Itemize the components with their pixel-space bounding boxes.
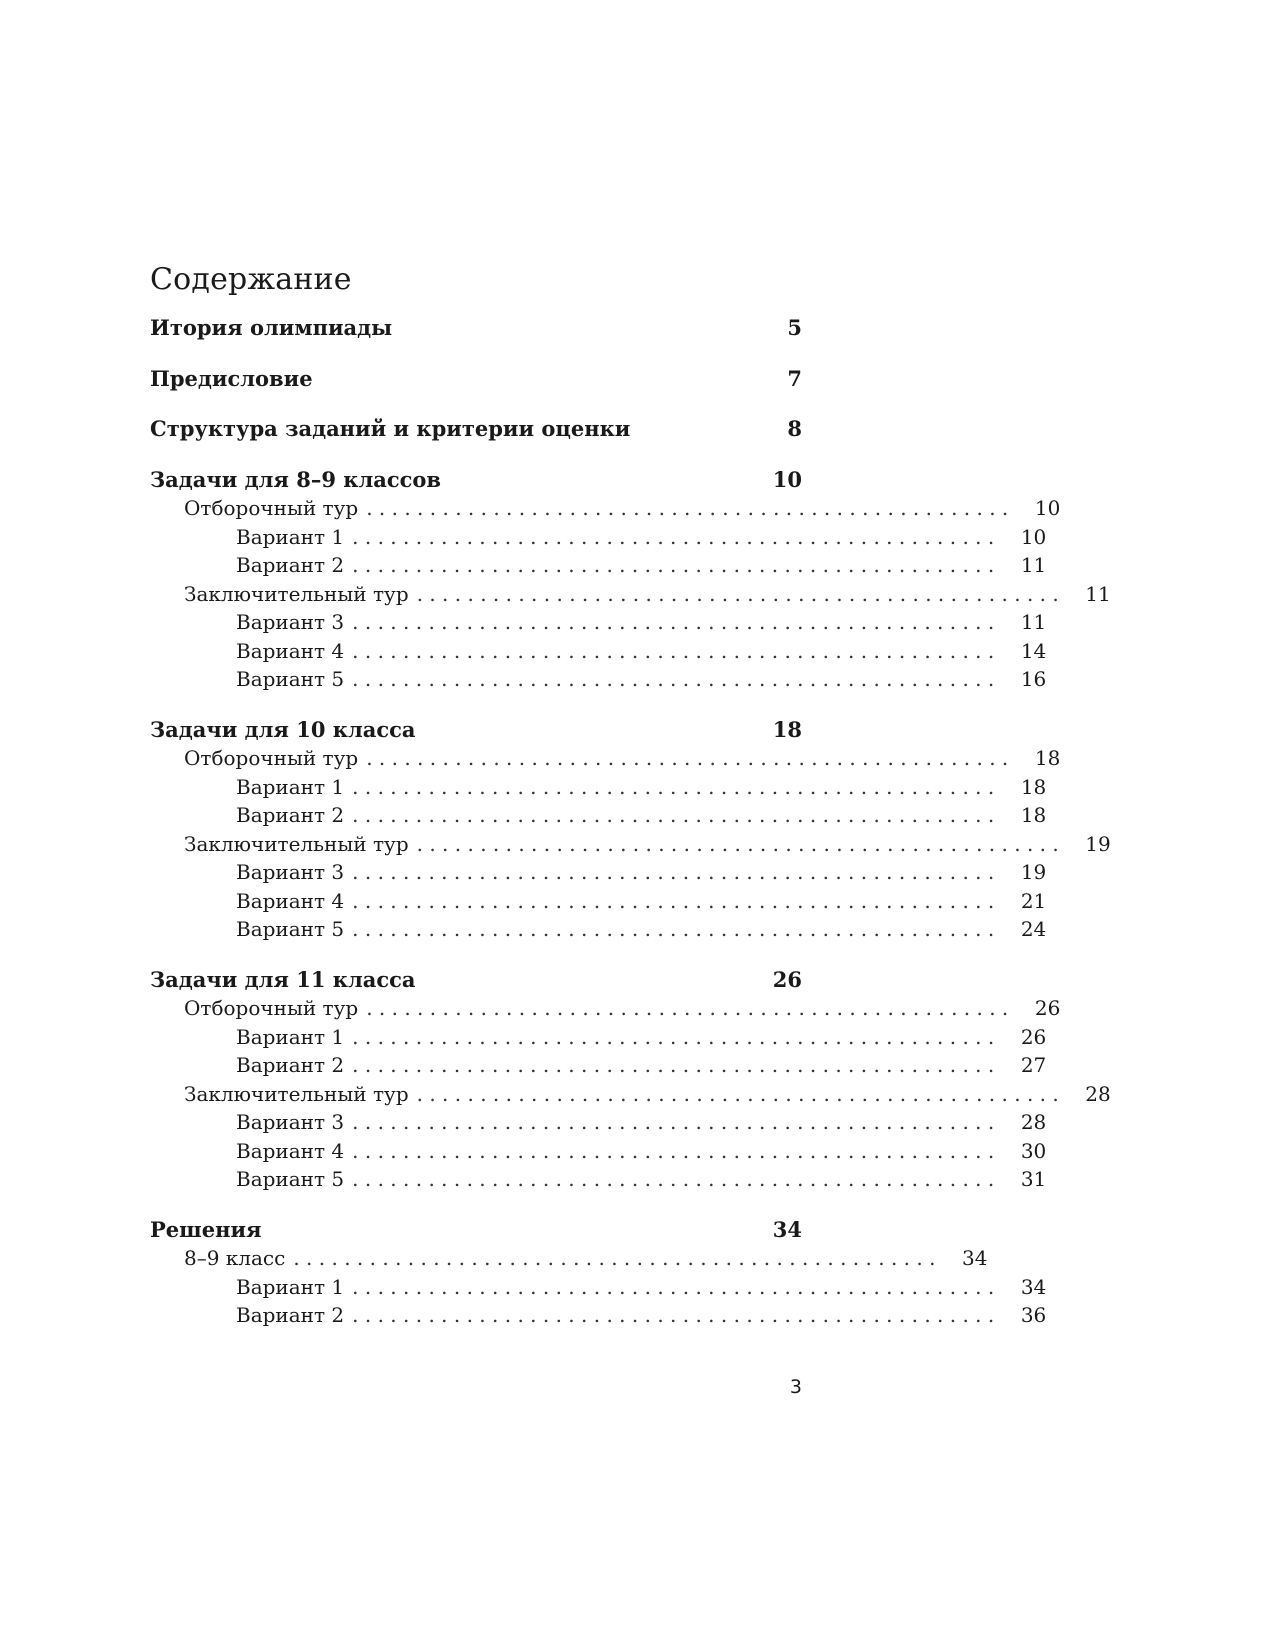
toc-entry-page: 19 [1085,831,1111,856]
toc-chapter-entry[interactable] [150,314,802,343]
toc-subsubsection-entry[interactable] [150,773,1047,802]
toc-entry-page: 21 [1020,888,1047,913]
toc-entry-label: Отборочный тур [184,746,359,770]
toc-entry-page: 30 [1020,1138,1047,1163]
toc-subsubsection-entry[interactable] [150,801,1047,830]
toc-entry-label: Вариант 3 [236,860,345,884]
toc-entry-label: Вариант 1 [236,524,345,549]
toc-subsection-entry[interactable] [150,1080,1111,1109]
dot-leader: . . . . . . . . . . . . . . . . . . . . . . . . . . . . . . . . . . . . . . . . . . . . . . . . . . . [366,496,1009,520]
toc-entry-label: Вариант 1 [236,774,345,799]
dot-leader: . . . . . . . . . . . . . . . . . . . . . . . . . . . . . . . . . . . . . . . . . . . . . . . . . . . [352,1110,995,1134]
toc-chapter-label: Структура заданий и критерии оценки [150,416,631,441]
toc-subsection-entry[interactable] [150,994,1061,1023]
toc-entry-page: 14 [1020,638,1047,663]
toc-chapter-label: Решения [150,1216,262,1242]
toc-entry-page: 11 [1020,553,1047,577]
dot-leader: . . . . . . . . . . . . . . . . . . . . . . . . . . . . . . . . . . . . . . . . . . . . . . . . . . . [352,1024,995,1049]
dot-leader: . . . . . . . . . . . . . . . . . . . . . . . . . . . . . . . . . . . . . . . . . . . . . . . . . . . [352,610,995,634]
toc-entry-label: Вариант 2 [236,803,345,827]
toc-title: Содержание [150,262,352,297]
toc-entry-label: Вариант 4 [236,888,345,913]
toc-subsubsection-entry[interactable] [150,523,1047,552]
toc-chapter-label: Задачи для 8–9 классов [150,466,442,492]
dot-leader: . . . . . . . . . . . . . . . . . . . . . . . . . . . . . . . . . . . . . . . . . . . . . . . . . . . [352,1274,995,1299]
toc-chapter-entry[interactable] [150,365,802,394]
toc-chapter-page: 7 [787,365,802,391]
dot-leader: . . . . . . . . . . . . . . . . . . . . . . . . . . . . . . . . . . . . . . . . . . . . . . . . . . . [352,1138,995,1163]
toc-subsubsection-entry[interactable] [150,1137,1047,1166]
toc-subsection-entry[interactable] [150,830,1111,859]
toc-chapter-page: 34 [772,1216,802,1242]
toc-entry-page: 27 [1020,1053,1047,1077]
toc-subsubsection-entry[interactable] [150,637,1047,666]
toc-entry-page: 34 [1020,1274,1047,1299]
toc-entry-label: Вариант 5 [236,1167,345,1191]
dot-leader: . . . . . . . . . . . . . . . . . . . . . . . . . . . . . . . . . . . . . . . . . . . . . . . . . . . [352,1167,995,1191]
toc-entry-page: 36 [1020,1303,1047,1327]
toc-entry-page: 18 [1020,774,1047,799]
table-of-contents [150,262,1111,1352]
dot-leader: . . . . . . . . . . . . . . . . . . . . . . . . . . . . . . . . . . . . . . . . . . . . . . . . . . . [352,774,995,799]
toc-sections [150,314,1111,1330]
toc-entry-page: 11 [1020,610,1047,634]
toc-entry-page: 26 [1020,1024,1047,1049]
toc-entry-page: 24 [1020,917,1047,941]
toc-subsubsection-entry[interactable] [150,887,1047,916]
toc-chapter-label: Итория олимпиады [150,315,393,340]
toc-entry-label: Вариант 1 [236,1024,345,1049]
toc-subsubsection-entry[interactable] [150,1165,1047,1194]
dot-leader: . . . . . . . . . . . . . . . . . . . . . . . . . . . . . . . . . . . . . . . . . . . . . . . . . . . [352,667,995,691]
toc-subsection-entry[interactable] [150,744,1061,773]
toc-subsubsection-entry[interactable] [150,551,1047,580]
toc-entry-label: Заключительный тур [184,1081,409,1106]
toc-chapter-entry[interactable] [150,415,802,444]
toc-entry-page: 19 [1020,860,1047,884]
toc-chapter-label: Задачи для 10 класса [150,716,416,742]
toc-entry-label: Вариант 2 [236,1053,345,1077]
toc-entry-page: 34 [962,1246,988,1270]
toc-entry-page: 16 [1020,667,1047,691]
toc-entry-label: Вариант 1 [236,1274,345,1299]
toc-entry-page: 18 [1034,746,1061,770]
dot-leader: . . . . . . . . . . . . . . . . . . . . . . . . . . . . . . . . . . . . . . . . . . . . . . . . . . . [366,996,1009,1020]
dot-leader: . . . . . . . . . . . . . . . . . . . . . . . . . . . . . . . . . . . . . . . . . . . . . . . . . . . [352,860,995,884]
toc-entry-label: Отборочный тур [184,496,359,520]
dot-leader: . . . . . . . . . . . . . . . . . . . . . . . . . . . . . . . . . . . . . . . . . . . . . . . . . . . [416,581,1059,606]
toc-entry-label: Заключительный тур [184,831,409,856]
toc-subsection-entry[interactable] [150,580,1111,609]
toc-entry-page: 28 [1085,1081,1111,1106]
toc-subsubsection-entry[interactable] [150,608,1047,637]
toc-chapter-page: 5 [787,315,802,340]
toc-chapter-entry[interactable] [150,716,802,745]
toc-entry-label: Заключительный тур [184,581,409,606]
toc-subsection-entry[interactable] [150,1244,988,1273]
toc-chapter-entry[interactable] [150,1216,802,1245]
toc-chapter-label: Задачи для 11 класса [150,966,416,992]
toc-entry-page: 18 [1020,803,1047,827]
toc-section [150,314,802,343]
toc-subsubsection-entry[interactable] [150,1023,1047,1052]
dot-leader: . . . . . . . . . . . . . . . . . . . . . . . . . . . . . . . . . . . . . . . . . . . . . . . . . . . [352,553,995,577]
dot-leader: . . . . . . . . . . . . . . . . . . . . . . . . . . . . . . . . . . . . . . . . . . . . . . . . . . . [352,524,995,549]
dot-leader: . . . . . . . . . . . . . . . . . . . . . . . . . . . . . . . . . . . . . . . . . . . . . . . . . . . [293,1246,936,1270]
toc-chapter-label: Предисловие [150,365,313,391]
toc-entry-label: Вариант 5 [236,667,345,691]
toc-section [150,716,1111,944]
toc-entry-page: 11 [1085,581,1111,606]
dot-leader: . . . . . . . . . . . . . . . . . . . . . . . . . . . . . . . . . . . . . . . . . . . . . . . . . . . [352,1053,995,1077]
dot-leader: . . . . . . . . . . . . . . . . . . . . . . . . . . . . . . . . . . . . . . . . . . . . . . . . . . . [352,638,995,663]
toc-entry-label: Вариант 3 [236,610,345,634]
dot-leader: . . . . . . . . . . . . . . . . . . . . . . . . . . . . . . . . . . . . . . . . . . . . . . . . . . . [352,888,995,913]
toc-entry-page: 31 [1020,1167,1047,1191]
toc-chapter-entry[interactable] [150,466,802,495]
dot-leader: . . . . . . . . . . . . . . . . . . . . . . . . . . . . . . . . . . . . . . . . . . . . . . . . . . . [366,746,1009,770]
dot-leader: . . . . . . . . . . . . . . . . . . . . . . . . . . . . . . . . . . . . . . . . . . . . . . . . . . . [416,831,1059,856]
dot-leader: . . . . . . . . . . . . . . . . . . . . . . . . . . . . . . . . . . . . . . . . . . . . . . . . . . . [352,917,995,941]
toc-subsubsection-entry[interactable] [150,665,1047,694]
toc-entry-label: Вариант 2 [236,1303,345,1327]
toc-section [150,466,1111,694]
toc-subsubsection-entry[interactable] [150,1301,1047,1330]
toc-entry-label: Вариант 4 [236,638,345,663]
toc-subsubsection-entry[interactable] [150,858,1047,887]
toc-subsubsection-entry[interactable] [150,915,1047,944]
toc-chapter-entry[interactable] [150,966,802,995]
toc-section [150,1216,1047,1330]
toc-section [150,415,802,444]
toc-subsubsection-entry[interactable] [150,1273,1047,1302]
toc-section [150,966,1111,1194]
dot-leader: . . . . . . . . . . . . . . . . . . . . . . . . . . . . . . . . . . . . . . . . . . . . . . . . . . . [352,1303,995,1327]
toc-entry-page: 28 [1020,1110,1047,1134]
toc-subsection-entry[interactable] [150,494,1061,523]
dot-leader: . . . . . . . . . . . . . . . . . . . . . . . . . . . . . . . . . . . . . . . . . . . . . . . . . . . [416,1081,1059,1106]
toc-subsubsection-entry[interactable] [150,1108,1047,1137]
toc-chapter-page: 18 [772,716,802,742]
toc-entry-label: Вариант 2 [236,553,345,577]
toc-entry-page: 10 [1034,496,1061,520]
page-number: 3 [789,1376,802,1398]
toc-chapter-page: 8 [787,416,802,441]
toc-entry-page: 26 [1034,996,1061,1020]
toc-section [150,365,802,394]
toc-entry-label: Отборочный тур [184,996,359,1020]
toc-entry-page: 10 [1020,524,1047,549]
toc-entry-label: Вариант 4 [236,1138,345,1163]
toc-entry-label: Вариант 3 [236,1110,345,1134]
dot-leader: . . . . . . . . . . . . . . . . . . . . . . . . . . . . . . . . . . . . . . . . . . . . . . . . . . . [352,803,995,827]
toc-chapter-page: 10 [772,466,802,492]
toc-entry-label: Вариант 5 [236,917,345,941]
toc-chapter-page: 26 [772,966,802,992]
toc-subsubsection-entry[interactable] [150,1051,1047,1080]
toc-entry-label: 8–9 класс [184,1246,286,1270]
